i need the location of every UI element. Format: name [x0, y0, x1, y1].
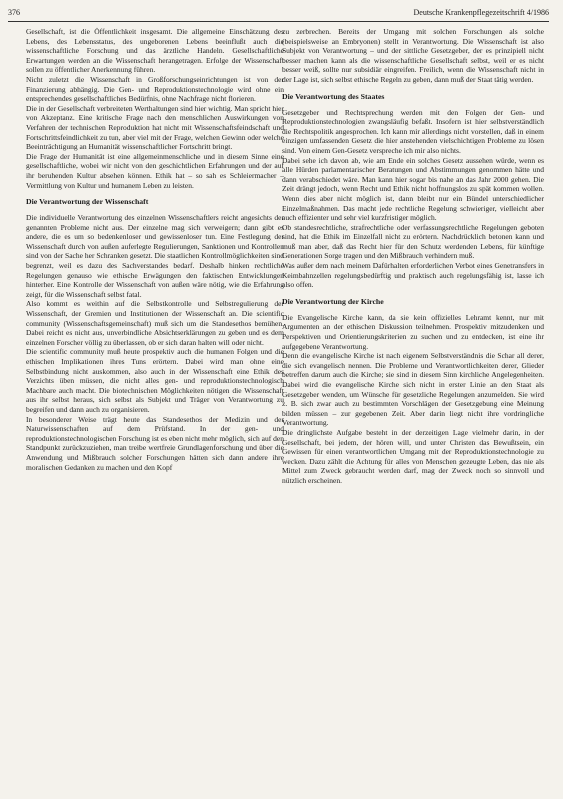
section-heading: Die Verantwortung des Staates	[282, 91, 385, 101]
paragraph: Also kommt es weithin auf die Selbstkontrolle und Selbstregulierung der Wissenschaft, der Gremien und Institutionen der Wissenschaft an. Die scientific community (Wissenschaftsgemeinschaft) muß sich um die Standesethos bemühen. Dabei reicht es nicht aus, unverbindliche Absichtserklärungen zu geben und es dem einzelnen Forscher völlig zu überlassen, ob er sich daran halten will oder nicht.	[26, 299, 284, 347]
header-rule	[8, 21, 549, 22]
paragraph: Gesellschaft, ist die Öffentlichkeit insgesamt. Die allgemeine Einschätzung des Lebens, des Lebensstatus, des ungeborenen Lebens beeinflußt auch die wissenschaftliche Forschung und das ärztliche Handeln. Gesellschaftliche Erwartungen werden an die Wissenschaft herangetragen. Erfolge der Wissenschaft sollen zu öffentlicher Anerkennung führen.	[26, 27, 284, 75]
paragraph: Die in der Gesellschaft verbreiteten Werthaltungen sind hier wichtig. Man spricht hier von Akzeptanz. Eine kritische Frage nach den menschlichen Auswirkungen von Verfahren der technischen Reproduktion hat nicht mit Wissenschaftsfeindschaft und Fortschrittsfeindlichkeit zu tun, aber viel mit der Frage, welchen Gewinn oder welche Beeinträchtigung an Humanität wissenschaftlicher Fortschritt bringt.	[26, 103, 284, 152]
paragraph: Dabei sehe ich davon ab, wie am Ende ein solches Gesetz aussehen würde, wenn es alle Hürden parlamentarischer Beratungen und Abstimmungen genommen hätte und dann verabschiedet wäre. Man kann hier sogar bis nahe an das Jahr 2000 gehen. Die Zeit drängt jedoch, wenn Recht und Ethik nicht hoffnungslos zu spät kommen wollen. Wenn dies aber nicht möglich ist, dann bleibt nur ein Bündel unterschiedlicher Einzelmaßnahmen. Das macht jede rechtliche Regelung schwieriger, vielleicht aber auch effizienter und sehr viel kurzfristiger möglich.	[282, 155, 544, 223]
section-heading: Die Verantwortung der Wissenschaft	[26, 197, 149, 207]
page-header	[8, 6, 549, 20]
paragraph: Gesetzgeber und Rechtsprechung werden mit den Folgen der Gen- und Reproduktionstechnologien zwangsläufig befaßt. Insofern ist hier selbstverständlich die Rechtspolitik angesprochen. Ich kann mir allerdings nicht vorstellen, daß in einem einzigen umfassenden Gesetz die hier anstehenden vielschichtigen Probleme zu lösen sind. Von einem Gen-Gesetz verspreche ich mir also nichts.	[282, 107, 544, 155]
journal-title: Deutsche Krankenpflegezeitschrift 4/1986	[413, 8, 549, 17]
section-heading: Die Verantwortung der Kirche	[282, 296, 384, 306]
paragraph: In besonderer Weise trägt heute das Standesethos der Medizin und der Naturwissenschaften auf dem Prüfstand. In der gen- und reproduktionstechnologischen Forschung ist es eben nicht mehr möglich, sich auf den Standpunkt zurückzuziehen, man treibe wertfreie Grundlagenforschung und über die Anwendung und Mißbrauch solcher Forschungen hätten sich dann andere ihre moralischen Gedanken zu machen und den Kopf	[26, 414, 284, 472]
paragraph: Die scientific community muß heute prospektiv auch die humanen Folgen und die ethischen Implikationen ihres Tuns erörtern. Dabei wird man ohne eine Selbstbindung nicht auskommen, also auch in der Wissenschaft eine Ethik des Verzichts üben müssen, die nicht alles gen- und reproduktionstechnologisch Machbare auch macht. Die biotechnischen Möglichkeiten nötigen die Wissenschaft aus ihr selbst heraus, sich selbst als Subjekt und Träger von Verantwortung zu begreifen und dann auch zu organisieren.	[26, 347, 284, 414]
paragraph: Die Frage der Humanität ist eine allgemeinmenschliche und in diesem Sinne eine gesellschaftliche, wobei wir nicht von den geschichtlichen Erfahrungen und der auf ihr beruhenden Kultur absehen können. Ethik hat – so sah es Schleiermacher – Vermittlung von Kultur und humanem Leben zu leisten.	[26, 151, 284, 190]
page-number: 376	[8, 8, 20, 17]
paragraph: Was außer dem nach meinem Dafürhalten erforderlichen Verbot eines Genetransfers in Keimbahnzellen regelungsbedürftig und praktisch auch regelungsfähig ist, lasse ich also offen.	[282, 261, 544, 290]
paragraph: zu zerbrechen. Bereits der Umgang mit solchen Forschungen als solche (beispielsweise an Embryonen) stellt in Verantwortung. Die Wissenschaft ist also Subjekt von Verantwortung – und der sittliche Gesetzgeber, der es prinzipiell nicht besser machen kann als die wissenschaftliche Gesellschaft selbst, weil er es nicht besser weiß, sollte nur subsidiär eingreifen. Freilich, wenn die Wissenschaft nicht in der Lage ist, sich selbst ethische Regeln zu geben, dann muß der Staat tätig werden.	[282, 27, 544, 84]
paragraph: Ob standesrechtliche, strafrechtliche oder verfassungsrechtliche Regelungen geboten sind, hat die Ethik im Einzelfall nicht zu erörtern. Nachdrücklich betonen kann und muß man aber, daß das Recht hier für den Schutz werdenden Lebens, für künftige Generationen Sorge tragen und den Mißbrauch verhindern muß.	[282, 222, 544, 261]
paragraph: Die individuelle Verantwortung des einzelnen Wissenschaftlers reicht angesichts der genannten Probleme nicht aus. Der einzelne mag sich verweigern; dann gibt es andere, die es um so bedenkenloser und gewissenloser tun. Eine Festlegung der Wissenschaft durch von außen auferlegte Regulierungen, Sanktionen und Kontrollen sind von der Sache her Schranken gesetzt. Die staatlichen Kontrollmöglichkeiten sind begrenzt, weil es dazu des Sachverstandes bedarf. Deshalb hinken rechtliche Regelungen genauso wie ethische Erwägungen den faktischen Entwicklungen hinterher. Eine Kontrolle der Wissenschaft von außen wäre nötig, wie die Erfahrung zeigt, für die Wissenschaft selbst fatal.	[26, 213, 284, 299]
paragraph: Die Evangelische Kirche kann, da sie kein offizielles Lehramt kennt, nur mit Argumenten an der ethischen Diskussion teilnehmen. Prospektiv mitzudenken und Perspektiven und Orientierungskriterien zu suchen und zu entdecken, ist eine ihr aufgegebene Verantwortung.	[282, 312, 544, 351]
paragraph: Denn die evangelische Kirche ist nach eigenem Selbstverständnis die Schar all derer, die sich evangelisch nennen. Die Probleme und Verantwortlichkeiten derer, Glieder betreffen darum auch die Kirche; sie sind in diesem Sinn kirchliche Angelegenheiten. Dabei wird die evangelische Kirche sich nicht in erster Linie an den Staat als Gesetzgeber wenden, um Wünsche für gesetzliche Regelungen anzumelden. Sie wird z. B. sich zwar auch zu bestimmten Vorschlägen der Gesetzgebung eine Meinung bilden müssen – zur gegebenen Zeit. Aber darin liegt nicht ihre vordringliche Verantwortung.	[282, 351, 544, 428]
paragraph: Nicht zuletzt die Wissenschaft in Großforschungseinrichtungen ist von der Finanzierung abhängig. Die Gen- und Reproduktionstechnologie wird ohne ein entsprechendes gesellschaftliches Bedürfnis, ohne Nachfrage nicht florieren.	[26, 74, 284, 104]
paragraph: Die dringlichste Aufgabe besteht in der derzeitigen Lage vielmehr darin, in der Gesellschaft, bei jedem, der hören will, und unter Christen das Bewußtsein, ein Gewissen für einen verantwortlichen Umgang mit der Reproduktionstechnologie zu wecken. Dazu zählt die Achtung für alles von Menschen gezeugte Leben, das nie als Mittel zum Zweck gebraucht werden darf, mag der Zweck noch so sinnvoll und nützlich erscheinen.	[282, 427, 544, 485]
left-column	[26, 27, 284, 797]
right-column	[282, 27, 544, 797]
